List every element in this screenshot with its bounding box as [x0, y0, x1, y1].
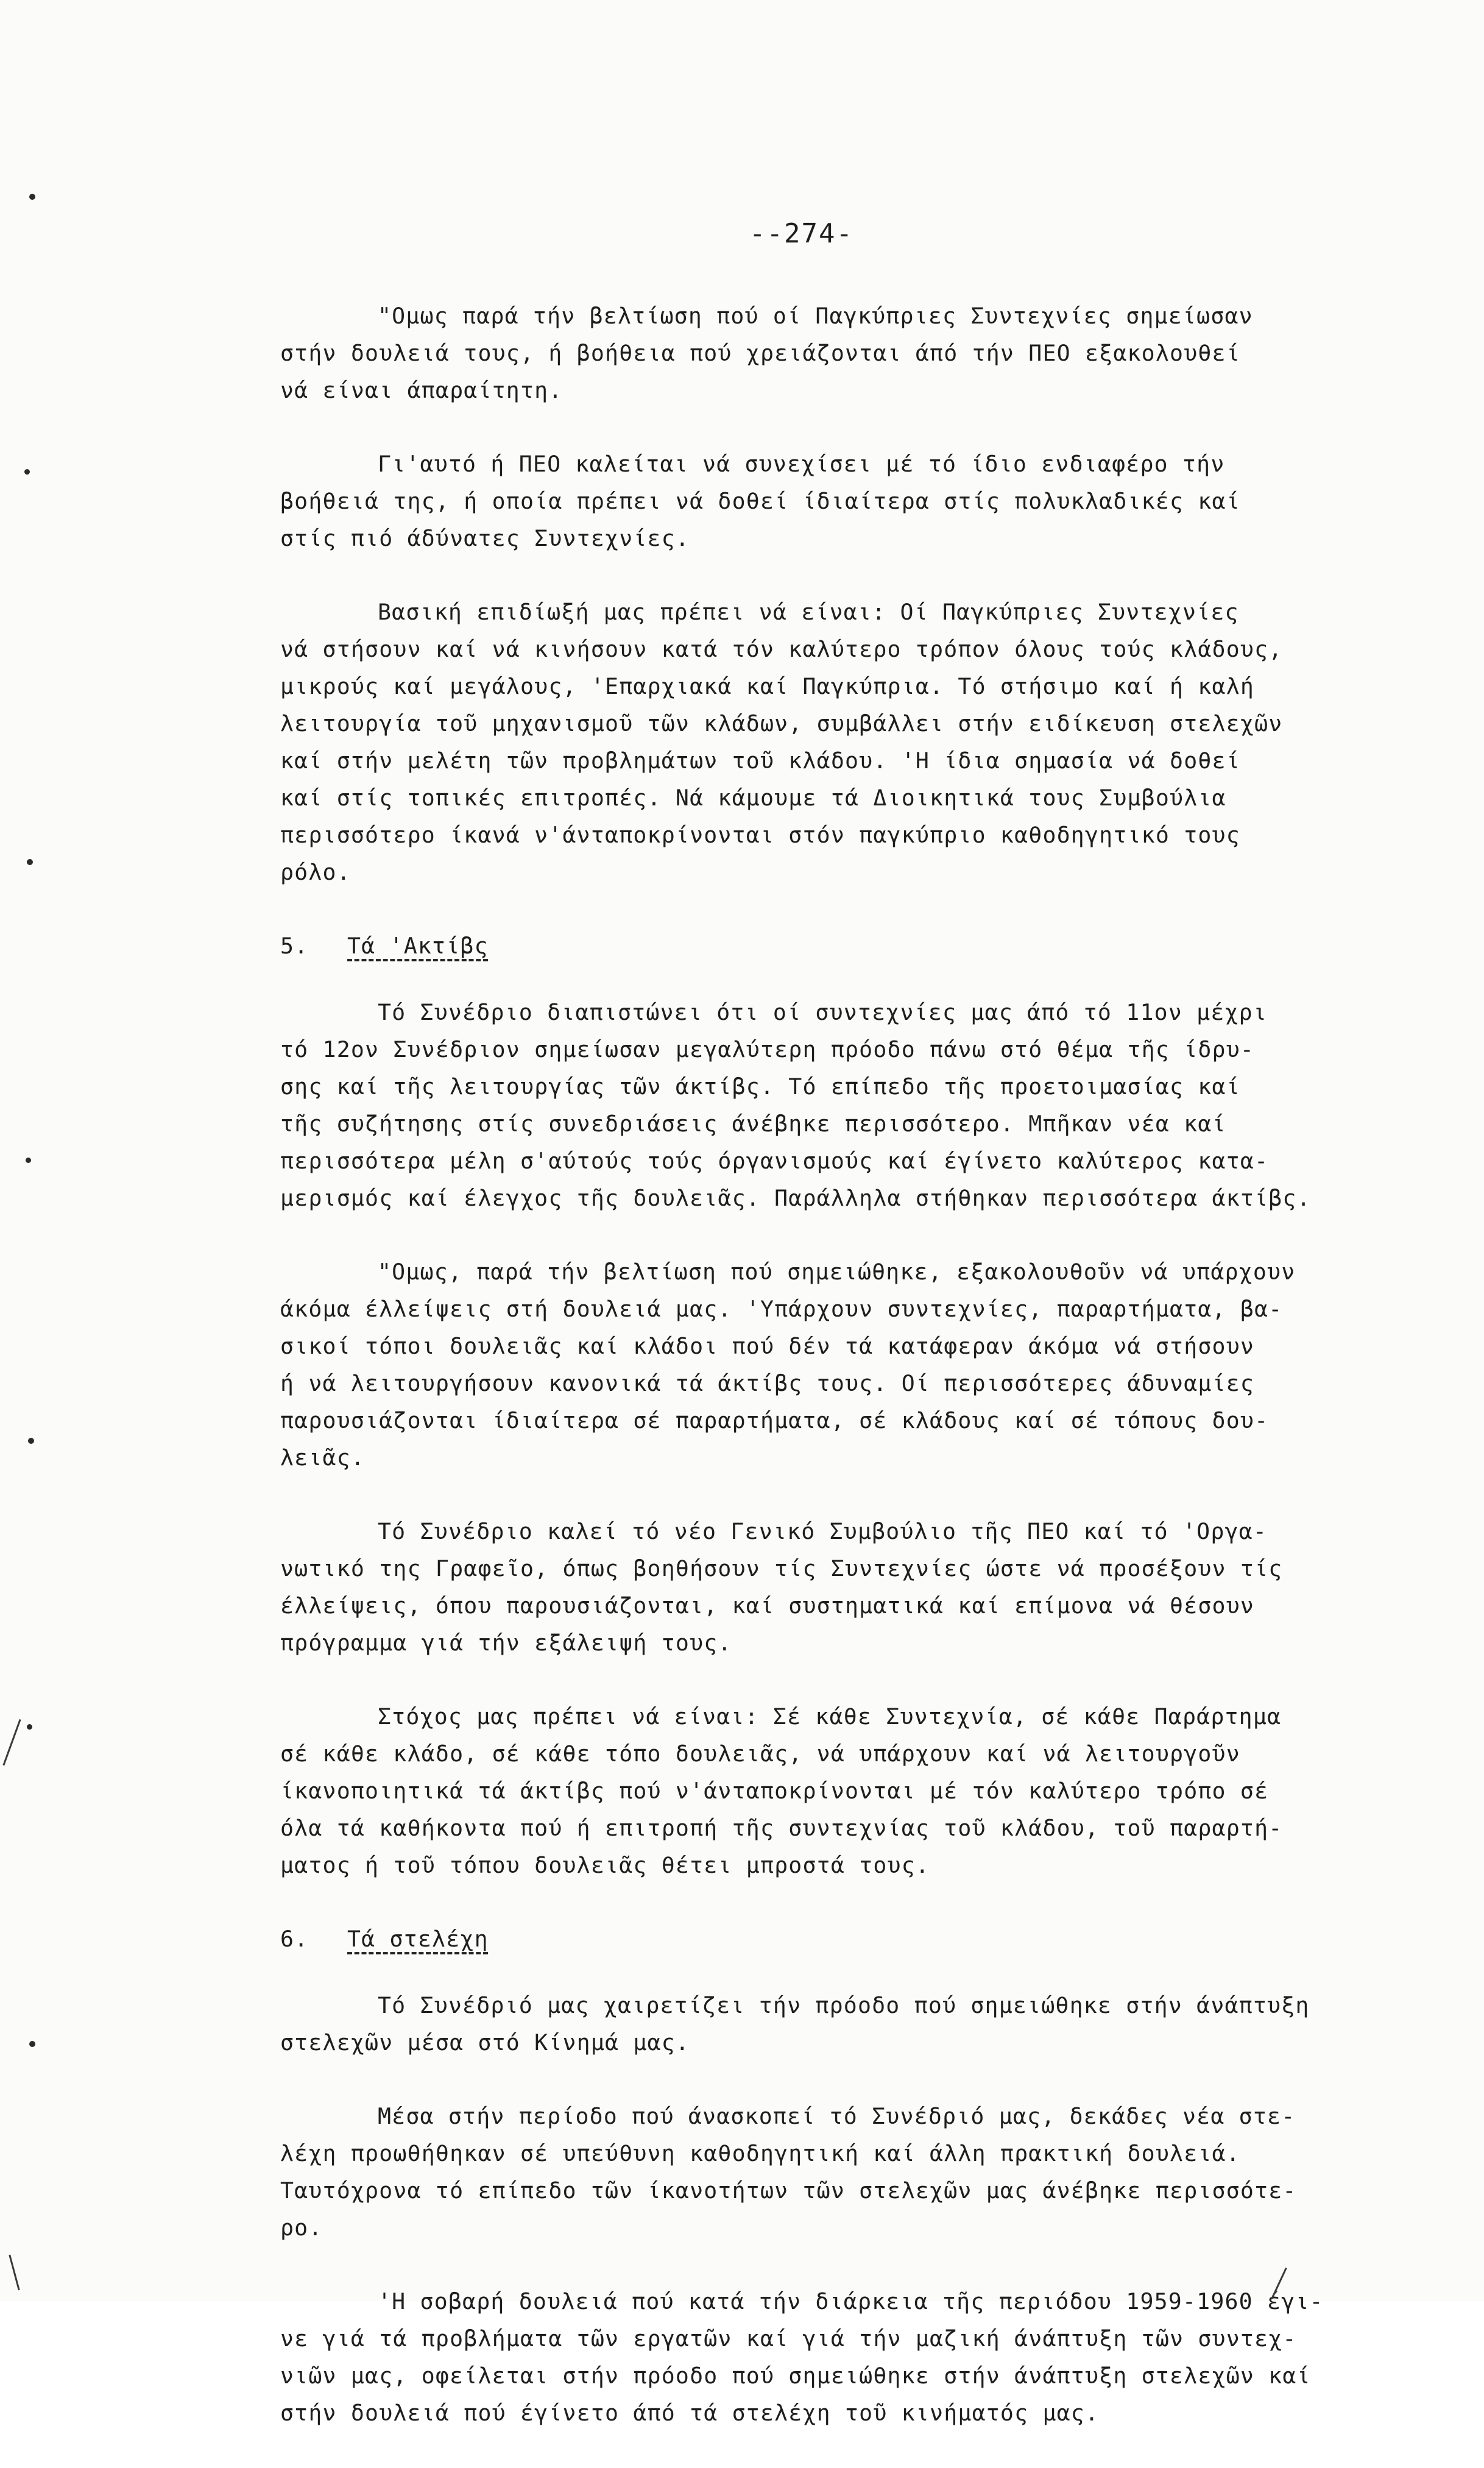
section-heading	[280, 927, 1413, 964]
text-line: ρόλο.	[280, 859, 351, 885]
scan-speck	[29, 194, 35, 200]
text-line: καί στήν μελέτη τῶν προβλημάτων τοῦ κλάδου. 'Η ίδια σημασία νά δοθεί	[280, 748, 1240, 774]
scan-speck	[29, 2041, 35, 2047]
text-line: νιῶν μας, οφείλεται στήν πρόοδο πού σημειώθηκε στήν άνάπτυξη στελεχῶν καί	[280, 2363, 1311, 2389]
text-line: Τό Συνέδριο καλεί τό νέο Γενικό Συμβούλιο τῆς ΠΕΟ καί τό 'Οργα-	[378, 1518, 1268, 1544]
text-line: νε γιά τά προβλήματα τῶν εργατῶν καί γιά τήν μαζική άνάπτυξη τῶν συντεχ-	[280, 2325, 1297, 2352]
text-line: πρόγραμμα γιά τήν εξάλειψή τους.	[280, 1630, 732, 1656]
paragraph	[280, 593, 1413, 891]
text-line: ή νά λειτουργήσουν κανονικά τά άκτίβς τους. Οί περισσότερες άδυναμίες	[280, 1370, 1255, 1396]
scan-speck	[27, 1724, 32, 1730]
text-line: Βασική επιδίωξή μας πρέπει νά είναι: Οί Παγκύπριες Συντεχνίες	[378, 599, 1239, 625]
text-line: Γι'αυτό ή ΠΕΟ καλείται νά συνεχίσει μέ τό ίδιο ενδιαφέρο τήν	[378, 451, 1225, 477]
text-line: Στόχος μας πρέπει νά είναι: Σέ κάθε Συντεχνία, σέ κάθε Παράρτημα	[378, 1703, 1282, 1730]
text-line: μικρούς καί μεγάλους, 'Επαρχιακά καί Παγκύπρια. Τό στήσιμο καί ή καλή	[280, 673, 1255, 699]
text-line: όλα τά καθήκοντα πού ή επιτροπή τῆς συντεχνίας τοῦ κλάδου, τοῦ παραρτή-	[280, 1815, 1283, 1841]
text-line: λειτουργία τοῦ μηχανισμοῦ τῶν κλάδων, συμβάλλει στήν ειδίκευση στελεχῶν	[280, 710, 1283, 737]
page-number: --274-	[749, 218, 853, 249]
text-line: Τό Συνέδριο διαπιστώνει ότι οί συντεχνίες μας άπό τό 11ον μέχρι	[378, 999, 1268, 1025]
paragraph	[280, 2283, 1413, 2431]
scan-speck	[28, 1438, 34, 1444]
text-line: τό 12ον Συνέδριον σημείωσαν μεγαλύτερη πρόοδο πάνω στό θέμα τῆς ίδρυ-	[280, 1036, 1255, 1063]
text-line: "Ομως, παρά τήν βελτίωση πού σημειώθηκε, εξακολουθοῦν νά υπάρχουν	[378, 1259, 1296, 1285]
text-line: 'Η σοβαρή δουλειά πού κατά τήν διάρκεια τῆς περιόδου 1959-1960 έγι-	[378, 2288, 1324, 2314]
text-line: λέχη προωθήθηκαν σέ υπεύθυνη καθοδηγητική καί άλλη πρακτική δουλειά.	[280, 2140, 1240, 2166]
paragraph	[280, 1698, 1413, 1884]
text-line: άκόμα έλλείψεις στή δουλειά μας. 'Υπάρχουν συντεχνίες, παραρτήματα, βα-	[280, 1296, 1283, 1322]
scan-speck	[24, 469, 30, 475]
text-line: ρο.	[280, 2215, 323, 2241]
text-line: καί στίς τοπικές επιτροπές. Νά κάμουμε τά Διοικητικά τους Συμβούλια	[280, 785, 1226, 811]
section-heading	[280, 1920, 1413, 1957]
text-line: λειᾶς.	[280, 1444, 366, 1471]
paragraph	[280, 445, 1413, 557]
text-line: σης καί τῆς λειτουργίας τῶν άκτίβς. Τό επίπεδο τῆς προετοιμασίας καί	[280, 1073, 1240, 1100]
text-line: στίς πιό άδύνατες Συντεχνίες.	[280, 525, 690, 551]
text-line: Μέσα στήν περίοδο πού άνασκοπεί τό Συνέδριό μας, δεκάδες νέα στε-	[378, 2103, 1296, 2129]
text-line: τῆς συζήτησης στίς συνεδριάσεις άνέβηκε περισσότερο. Μπῆκαν νέα καί	[280, 1111, 1226, 1137]
text-line: έλλείψεις, όπου παρουσιάζονται, καί συστηματικά καί επίμονα νά θέσουν	[280, 1593, 1255, 1619]
text-line: στήν δουλειά πού έγίνετο άπό τά στελέχη τοῦ κινήματός μας.	[280, 2400, 1100, 2426]
text-line: περισσότερα μέλη σ'αύτούς τούς όργανισμούς καί έγίνετο καλύτερος κατα-	[280, 1148, 1269, 1174]
text-line: "Ομως παρά τήν βελτίωση πού οί Παγκύπριες Συντεχνίες σημείωσαν	[378, 303, 1253, 329]
section-number: 5.	[280, 933, 309, 959]
scan-speck	[26, 1158, 31, 1163]
paragraph	[280, 1253, 1413, 1476]
paragraph	[280, 1513, 1413, 1661]
section-title: Τά 'Ακτίβς	[347, 933, 489, 959]
paragraph	[280, 994, 1413, 1217]
text-line: ίκανοποιητικά τά άκτίβς πού ν'άνταποκρίνονται μέ τόν καλύτερο τρόπο σέ	[280, 1778, 1269, 1804]
text-line: μερισμός καί έλεγχος τῆς δουλειᾶς. Παράλληλα στήθηκαν περισσότερα άκτίβς.	[280, 1185, 1311, 1211]
margin-mark	[9, 2255, 19, 2291]
paragraph	[280, 2098, 1413, 2246]
text-line: σικοί τόποι δουλειᾶς καί κλάδοι πού δέν τά κατάφεραν άκόμα νά στήσουν	[280, 1333, 1255, 1359]
text-line: νωτικό της Γραφεῖο, όπως βοηθήσουν τίς Συντεχνίες ώστε νά προσέξουν τίς	[280, 1555, 1283, 1582]
margin-mark	[2, 1719, 21, 1766]
text-line: Τό Συνέδριό μας χαιρετίζει τήν πρόοδο πού σημειώθηκε στήν άνάπτυξη	[378, 1992, 1310, 2018]
paragraph	[280, 297, 1413, 409]
text-line: παρουσιάζονται ίδιαίτερα σέ παραρτήματα, σέ κλάδους καί σέ τόπους δου-	[280, 1407, 1269, 1434]
text-line: στήν δουλειά τους, ή βοήθεια πού χρειάζονται άπό τήν ΠΕΟ εξακολουθεί	[280, 340, 1240, 366]
scan-speck	[27, 859, 33, 865]
paragraph	[280, 1987, 1413, 2061]
text-line: νά στήσουν καί νά κινήσουν κατά τόν καλύτερο τρόπον όλους τούς κλάδους,	[280, 636, 1283, 662]
section-number: 6.	[280, 1926, 309, 1952]
text-line: σέ κάθε κλάδο, σέ κάθε τόπο δουλειᾶς, νά υπάρχουν καί νά λειτουργοῦν	[280, 1741, 1240, 1767]
text-line: νά είναι άπαραίτητη.	[280, 377, 563, 403]
text-line: περισσότερο ίκανά ν'άνταποκρίνονται στόν παγκύπριο καθοδηγητικό τους	[280, 822, 1240, 848]
text-line: ματος ή τοῦ τόπου δουλειᾶς θέτει μπροστά τους.	[280, 1852, 930, 1878]
text-line: βοήθειά της, ή οποία πρέπει νά δοθεί ίδιαίτερα στίς πολυκλαδικές καί	[280, 488, 1240, 514]
document-body	[280, 297, 1413, 2468]
text-line: στελεχῶν μέσα στό Κίνημά μας.	[280, 2029, 690, 2056]
section-title: Τά στελέχη	[347, 1926, 489, 1952]
text-line: Ταυτόχρονα τό επίπεδο τῶν ίκανοτήτων τῶν στελεχῶν μας άνέβηκε περισσότε-	[280, 2177, 1297, 2204]
